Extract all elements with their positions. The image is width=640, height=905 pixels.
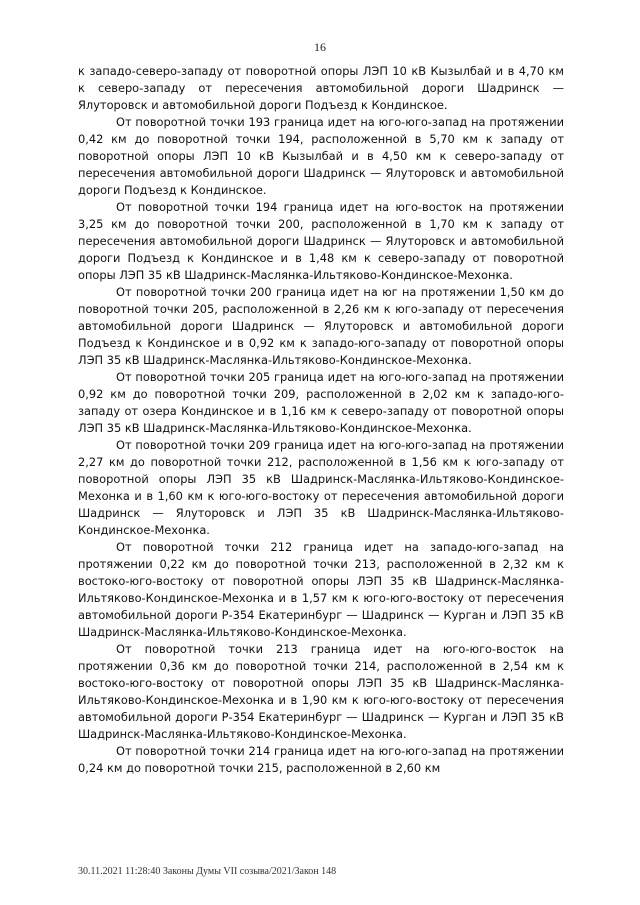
paragraph-point-214: От поворотной точки 214 граница идет на юго-юго-запад на протяжении 0,24 км до поворотной точки 215, расположенной в 2,60 км	[78, 744, 564, 775]
paragraph-point-200: От поворотной точки 200 граница идет на юг на протяжении 1,50 км до поворотной точки 205, расположенной в 2,26 км к юго-западу от пересечения автомобильной дороги Шадринск — Ялуторовск и автомобильной дороги Подъезд к Кондинское и в 0,92 км к западо-юго-западу от поворотной опоры ЛЭП 35 кВ Шадринск-Маслянка-Ильтяково-Кондинское-Мехонка.	[78, 285, 564, 367]
paragraph-point-205: От поворотной точки 205 граница идет на юго-юго-запад на протяжении 0,92 км до поворотной точки 209, расположенной в 2,02 км к западо-юго-западу от озера Кондинское и в 1,16 км к северо-западу от поворотной опоры ЛЭП 35 кВ Шадринск-Маслянка-Ильтяково-Кондинское-Мехонка.	[78, 370, 564, 435]
paragraph-point-212: От поворотной точки 212 граница идет на западо-юго-запад на протяжении 0,22 км до поворотной точки 213, расположенной в 2,32 км к востоко-юго-востоку от поворотной опоры ЛЭП 35 кВ Шадринск-Маслянка-Ильтяково-Кондинское-Мехонка и в 1,57 км к юго-юго-востоку от пересечения автомобильной дороги Р-354 Екатеринбург — Шадринск — Курган и ЛЭП 35 кВ Шадринск-Маслянка-Ильтяково-Кондинское-Мехонка.	[78, 540, 564, 639]
paragraph-point-213: От поворотной точки 213 граница идет на юго-юго-восток на протяжении 0,36 км до поворотной точки 214, расположенной в 2,54 км к востоко-юго-востоку от поворотной опоры ЛЭП 35 кВ Шадринск-Маслянка-Ильтяково-Кондинское-Мехонка и в 1,90 км к юго-юго-востоку от пересечения автомобильной дороги Р-354 Екатеринбург — Шадринск — Курган и ЛЭП 35 кВ Шадринск-Маслянка-Ильтяково-Кондинское-Мехонка.	[78, 642, 564, 741]
document-body	[78, 63, 564, 777]
paragraph-point-194: От поворотной точки 194 граница идет на юго-восток на протяжении 3,25 км до поворотной точки 200, расположенной в 1,70 км к западу от пересечения автомобильной дороги Шадринск — Ялуторовск и автомобильной дороги Подъезд к Кондинское и в 1,48 км к северо-западу от поворотной опоры ЛЭП 35 кВ Шадринск-Маслянка-Ильтяково-Кондинское-Мехонка.	[78, 200, 564, 282]
paragraph-continuation: к западо-северо-западу от поворотной опоры ЛЭП 10 кВ Кызылбай и в 4,70 км к северо-западу от пересечения автомобильной дороги Шадринск — Ялуторовск и автомобильной дороги Подъезд к Кондинское.	[78, 64, 564, 112]
paragraph-point-193: От поворотной точки 193 граница идет на юго-юго-запад на протяжении 0,42 км до поворотной точки 194, расположенной в 5,70 км к западу от поворотной опоры ЛЭП 10 кВ Кызылбай и в 4,50 км к северо-западу от пересечения автомобильной дороги Шадринск — Ялуторовск и автомобильной дороги Подъезд к Кондинское.	[78, 115, 564, 197]
paragraph-point-209: От поворотной точки 209 граница идет на юго-юго-запад на протяжении 2,27 км до поворотной точки 212, расположенной в 1,56 км к юго-западу от поворотной опоры ЛЭП 35 кВ Шадринск-Маслянка-Ильтяково-Кондинское-Мехонка и в 1,60 км к юго-юго-востоку от пересечения автомобильной дороги Шадринск — Ялуторовск и ЛЭП 35 кВ Шадринск-Маслянка-Ильтяково-Кондинское-Мехонка.	[78, 438, 564, 537]
document-footer: 30.11.2021 11:28:40 Законы Думы VII созыва/2021/Закон 148	[78, 866, 337, 877]
page-number: 16	[314, 40, 326, 54]
